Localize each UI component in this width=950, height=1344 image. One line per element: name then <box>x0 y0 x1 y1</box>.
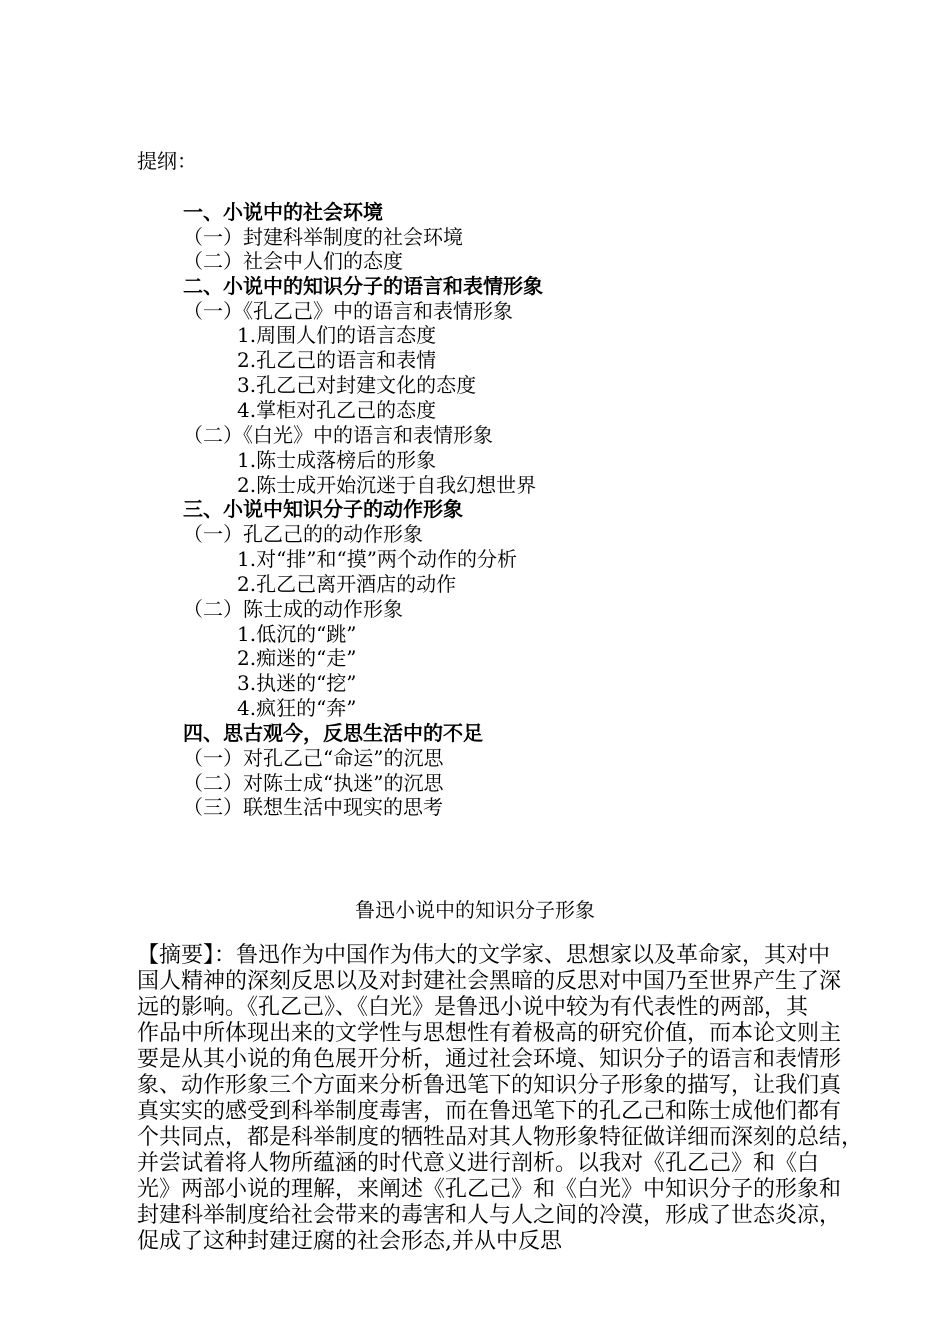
abstract-line: 真实实的感受到科举制度毒害，而在鲁迅笔下的孔乙己和陈士成他们都有 <box>137 1099 842 1124</box>
abstract-line: 封建科举制度给社会带来的毒害和人与人之间的冷漠，形成了世态炎凉， <box>137 1203 842 1228</box>
outline-item: 2.孔乙己的语言和表情 <box>237 348 437 372</box>
outline-item: 2.孔乙己离开酒店的动作 <box>237 572 457 596</box>
outline-item: 3.执迷的“挖” <box>237 671 357 695</box>
abstract-line: 并尝试着将人物所蕴涵的时代意义进行剖析。以我对《孔乙己》和《白 <box>137 1151 820 1176</box>
outline-item: （一）孔乙己的的动作形象 <box>183 522 423 546</box>
outline-item: 4.疯狂的“奔” <box>237 696 357 720</box>
abstract-line: 要是从其小说的角色展开分析，通过社会环境、知识分子的语言和表情形 <box>137 1047 842 1072</box>
abstract-line: 个共同点，都是科举制度的牺牲品对其人物形象特征做详细而深刻的总结， <box>137 1125 864 1150</box>
outline-item: （二）《白光》中的语言和表情形象 <box>183 423 493 447</box>
outline-item: （二）社会中人们的态度 <box>183 249 403 273</box>
outline-item: 四、思古观今，反思生活中的不足 <box>183 721 483 745</box>
outline-item: （一）封建科举制度的社会环境 <box>183 225 463 249</box>
outline-item: 2.痴迷的“走” <box>237 646 357 670</box>
abstract-line: 光》两部小说的理解，来阐述《孔乙己》和《白光》中知识分子的形象和 <box>137 1177 842 1202</box>
outline-item: （三）联想生活中现实的思考 <box>183 795 443 819</box>
abstract-line: 【摘要】：鲁迅作为中国作为伟大的文学家、思想家以及革命家，其对中 <box>137 943 831 968</box>
outline-label: 提纲： <box>137 149 197 173</box>
abstract-line: 远的影响。《孔乙己》、《白光》是鲁迅小说中较为有代表性的两部，其 <box>137 995 809 1020</box>
outline-item: 1.低沉的“跳” <box>237 622 357 646</box>
outline-item: 一、小说中的社会环境 <box>183 200 383 224</box>
outline-item: 三、小说中知识分子的动作形象 <box>183 497 463 521</box>
outline-item: 2.陈士成开始沉迷于自我幻想世界 <box>237 473 537 497</box>
outline-item: 3.孔乙己对封建文化的态度 <box>237 373 477 397</box>
abstract-line: 国人精神的深刻反思以及对封建社会黑暗的反思对中国乃至世界产生了深 <box>137 969 842 994</box>
outline-item: （一）对孔乙己“命运”的沉思 <box>183 746 444 770</box>
abstract-paragraph <box>137 943 862 1255</box>
outline-item: 二、小说中的知识分子的语言和表情形象 <box>183 274 543 298</box>
outline-item: 1.陈士成落榜后的形象 <box>237 448 437 472</box>
outline-item: 4.掌柜对孔乙己的态度 <box>237 398 437 422</box>
outline-item: （一）《孔乙己》中的语言和表情形象 <box>183 299 513 323</box>
paper-title: 鲁迅小说中的知识分子形象 <box>355 898 595 922</box>
abstract-line: 促成了这种封建迂腐的社会形态,并从中反思 <box>137 1229 562 1254</box>
abstract-line: 作品中所体现出来的文学性与思想性有着极高的研究价值，而本论文则主 <box>137 1021 842 1046</box>
outline-item: 1.对“排”和“摸”两个动作的分析 <box>237 547 517 571</box>
outline-item: （二）对陈士成“执迷”的沉思 <box>183 771 444 795</box>
outline-item: （二）陈士成的动作形象 <box>183 597 403 621</box>
outline-item: 1.周围人们的语言态度 <box>237 323 437 347</box>
abstract-line: 象、动作形象三个方面来分析鲁迅笔下的知识分子形象的描写，让我们真 <box>137 1073 842 1098</box>
